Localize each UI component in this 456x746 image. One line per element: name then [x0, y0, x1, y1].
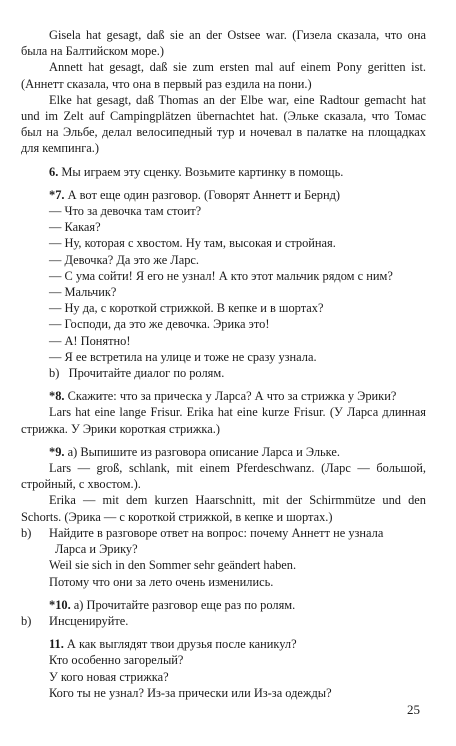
- exercise-9-answer-de: Weil sie sich in den Sommer sehr geändert haben.: [49, 558, 297, 573]
- dialog-line: — Какая?: [49, 220, 101, 235]
- exercise-9-answer-ru: Потому что они за лето очень изменились.: [49, 574, 274, 589]
- dialog-line: — Девочка? Да это же Ларс.: [49, 252, 199, 267]
- dialog-line: — Господи, да это же девочка. Эрика это!: [49, 317, 270, 332]
- exercise-6: [21, 164, 426, 180]
- paragraph-gisela: Gisela hat gesagt, daß sie an der Ostsee war. (Гизела сказала, что она была на Балтийском море.): [21, 28, 426, 59]
- exercise-9-b: [21, 525, 426, 541]
- dialog-line: — Ну да, с короткой стрижкой. В кепке и в шортах?: [49, 301, 324, 316]
- paragraph-elke: Elke hat gesagt, daß Thomas an der Elbe war, eine Radtour gemacht hat und im Zelt auf Campingplätzen übernachtet hat. (Эльке сказала, что Томас был на Эльбе, делал велосипедный тур и ночевал в палатке на площадках для кемпинга.): [21, 92, 426, 156]
- exercise-9-lars: Lars — groß, schlank, mit einem Pferdeschwanz. (Ларс — большой, стройный, с хвостом.).: [21, 461, 426, 492]
- exercise-10: [21, 597, 426, 613]
- exercise-8-answer: Lars hat eine lange Frisur. Erika hat eine kurze Frisur. (У Ларса длинная стрижка. У Эрики короткая стрижка.): [21, 405, 426, 436]
- exercise-9-erika: Erika — mit dem kurzen Haarschnitt, mit der Schirmmütze und den Schorts. (Эрика — с короткой стрижкой, в кепке и шортах.): [21, 493, 426, 524]
- exercise-9-b-text-cont: Ларса и Эрику?: [55, 542, 138, 557]
- question-line: У кого новая стрижка?: [49, 669, 169, 684]
- exercise-10-number: *10.: [49, 597, 71, 612]
- dialog-line: — А! Понятно!: [49, 333, 131, 348]
- exercise-10-text: а) Прочитайте разговор еще раз по ролям.: [70, 597, 296, 612]
- exercise-11: [21, 636, 426, 652]
- exercise-9: [21, 444, 426, 460]
- exercise-9-number: *9.: [49, 444, 65, 459]
- exercise-7-b-text: Прочитайте диалог по ролям.: [68, 366, 225, 381]
- exercise-6-text: Мы играем эту сценку. Возьмите картинку в помощь.: [58, 164, 344, 179]
- exercise-8-number: *8.: [49, 389, 65, 404]
- dialog-line: — С ума сойти! Я его не узнал! А кто этот мальчик рядом с ним?: [49, 268, 393, 283]
- exercise-10-b-marker: b): [21, 613, 32, 628]
- exercise-7: [21, 187, 426, 203]
- exercise-10-b: [21, 613, 426, 629]
- exercise-7-b: [21, 365, 426, 381]
- paragraph-annett: Annett hat gesagt, daß sie zum ersten mal auf einem Pony geritten ist. (Аннетт сказала, что она в первый раз ездила на пони.): [21, 60, 426, 91]
- exercise-8: [21, 388, 426, 404]
- exercise-6-number: 6.: [49, 164, 59, 179]
- exercise-7-b-marker: b): [49, 366, 60, 381]
- exercise-7-number: *7.: [49, 187, 65, 202]
- exercise-9-b-text: Найдите в разговоре ответ на вопрос: почему Аннетт не узнала: [49, 525, 384, 540]
- page-number: 25: [407, 702, 420, 717]
- dialog-line: — Ну, которая с хвостом. Ну там, высокая и стройная.: [49, 236, 336, 251]
- exercise-7-text: А вот еще один разговор. (Говорят Аннетт и Бернд): [64, 187, 341, 202]
- dialog-line: — Мальчик?: [49, 285, 117, 300]
- exercise-9-text: а) Выпишите из разговора описание Ларса и Эльке.: [64, 444, 340, 459]
- dialog-line: — Что за девочка там стоит?: [49, 204, 202, 219]
- question-line: Кого ты не узнал? Из-за прически или Из-за одежды?: [49, 685, 332, 700]
- exercise-9-b-marker: b): [21, 525, 32, 540]
- exercise-11-number: 11.: [49, 637, 64, 652]
- exercise-11-text: А как выглядят твои друзья после каникул?: [63, 637, 297, 652]
- dialog-line: — Я ее встретила на улице и тоже не сразу узнала.: [49, 349, 317, 364]
- exercise-10-b-text: Инсценируйте.: [49, 613, 129, 628]
- exercise-8-text: Скажите: что за прическа у Ларса? А что за стрижка у Эрики?: [64, 389, 397, 404]
- document-page: [21, 27, 426, 701]
- question-line: Кто особенно загорелый?: [49, 653, 184, 668]
